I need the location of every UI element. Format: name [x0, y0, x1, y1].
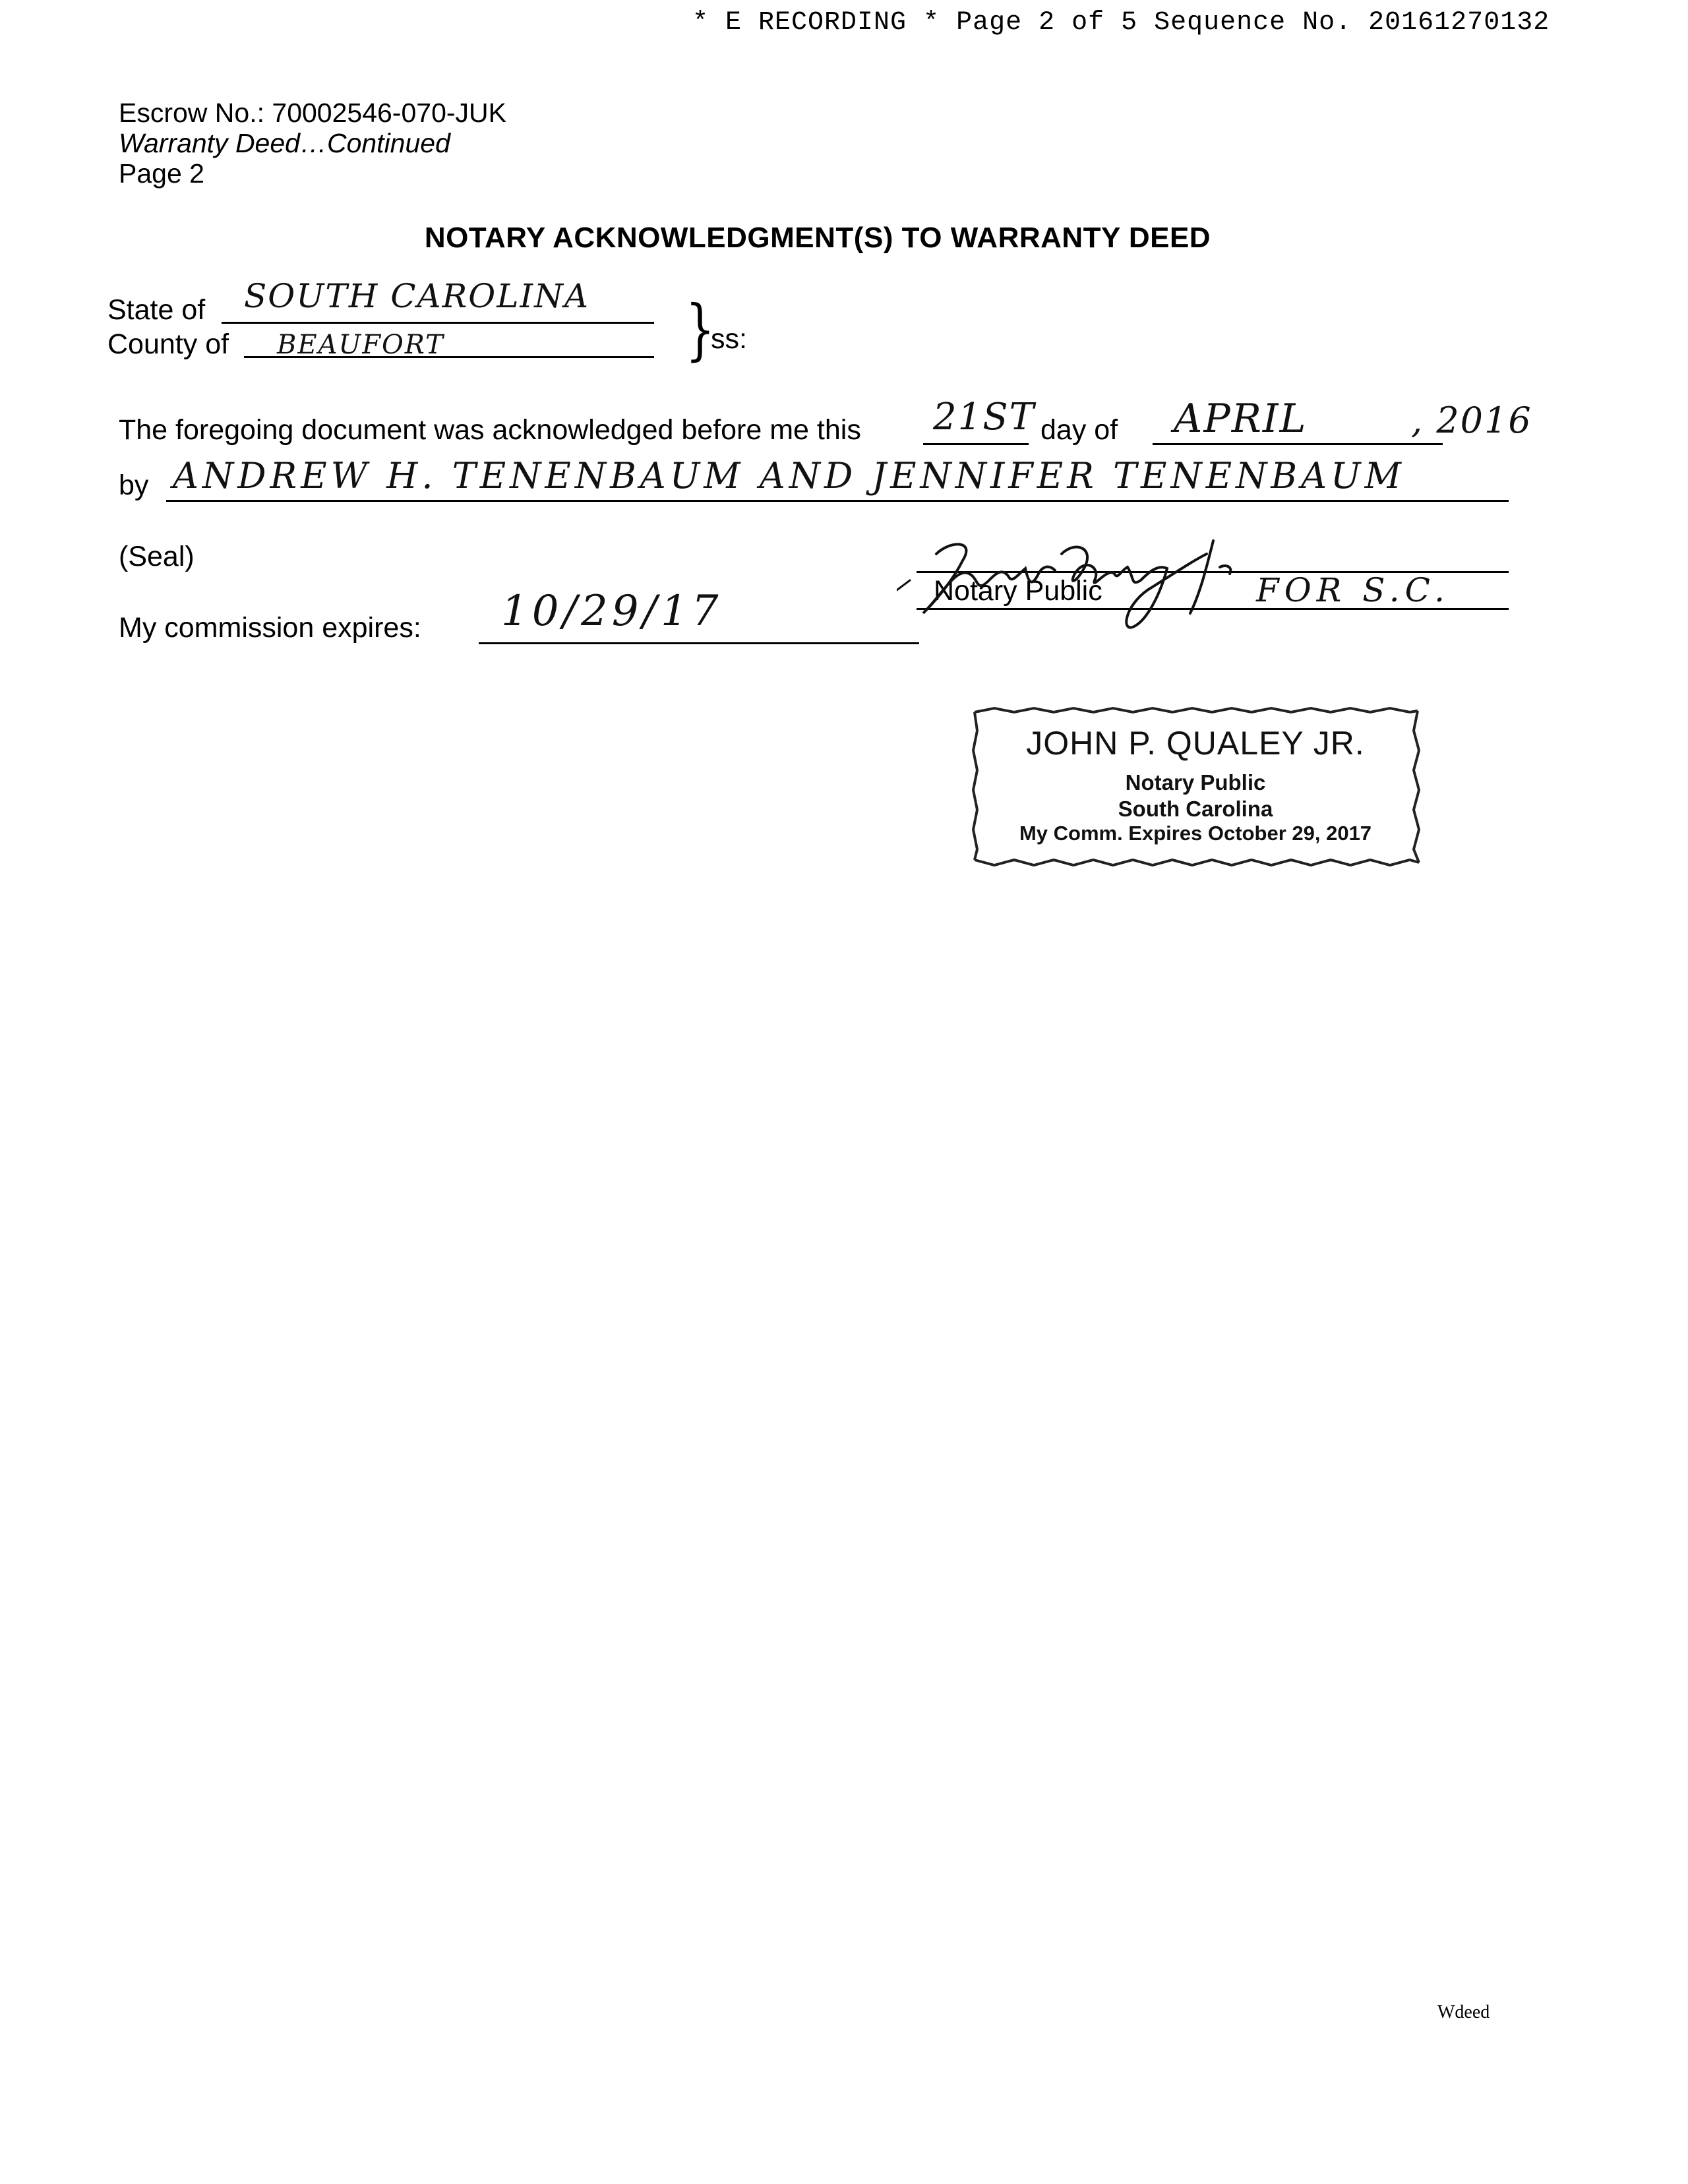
- acknowledgment-intro: The foregoing document was acknowledged before me this: [119, 414, 861, 446]
- stamp-title: Notary Public: [1125, 770, 1266, 795]
- day-of-label: day of: [1040, 414, 1118, 446]
- month-handwritten: APRIL: [1174, 396, 1308, 442]
- page-title: NOTARY ACKNOWLEDGMENT(S) TO WARRANTY DEED: [424, 222, 1211, 254]
- stamp-state: South Carolina: [1118, 797, 1273, 821]
- recording-header: * E RECORDING * Page 2 of 5 Sequence No. 20161270132: [692, 8, 1550, 38]
- state-label: State of: [107, 294, 206, 326]
- day-handwritten: 21ST: [933, 396, 1035, 439]
- state-handwritten: SOUTH CAROLINA: [244, 277, 590, 315]
- by-label: by: [119, 470, 149, 501]
- county-handwritten: BEAUFORT: [277, 330, 444, 360]
- month-line: [1153, 443, 1443, 445]
- brace-symbol: }: [685, 291, 715, 368]
- year-handwritten: , 2016: [1411, 400, 1532, 441]
- state-line: [222, 322, 654, 324]
- signers-handwritten: ANDREW H. TENENBAUM AND JENNIFER TENENBAUM: [173, 455, 1405, 497]
- stamp-notary-name: JOHN P. QUALEY JR.: [1026, 725, 1365, 762]
- seal-label: (Seal): [119, 541, 195, 572]
- page-label: Page 2: [119, 158, 204, 189]
- notary-for-handwritten: FOR S.C.: [1256, 571, 1450, 609]
- escrow-number: Escrow No.: 70002546-070-JUK: [119, 98, 506, 128]
- ss-label: ss:: [711, 323, 747, 355]
- commission-handwritten: 10/29/17: [501, 587, 723, 636]
- commission-label: My commission expires:: [119, 612, 421, 644]
- county-label: County of: [107, 328, 229, 360]
- stamp-expiration: My Comm. Expires October 29, 2017: [1019, 822, 1372, 845]
- day-line: [923, 443, 1029, 445]
- form-code: Wdeed: [1437, 2002, 1490, 2022]
- commission-line: [479, 642, 919, 644]
- notary-signature-icon: [897, 528, 1279, 640]
- notary-public-label: Notary Public: [934, 575, 1102, 607]
- signers-line: [166, 500, 1509, 502]
- notary-stamp: [968, 704, 1423, 869]
- document-subtitle: Warranty Deed…Continued: [119, 128, 450, 158]
